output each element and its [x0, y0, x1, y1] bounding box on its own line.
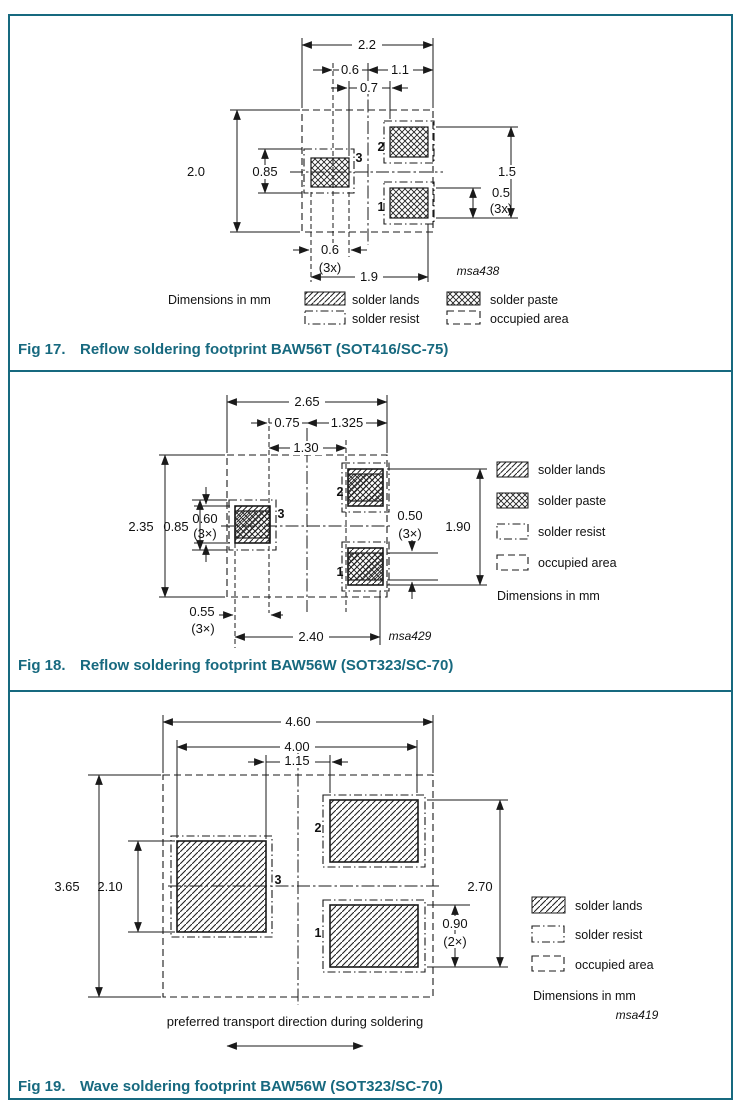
fig18-dimensions	[128, 394, 487, 645]
fig19-legend-occupied-area-label: occupied area	[575, 958, 654, 972]
fig19-dim-pads-outer-span: 2.70	[467, 879, 493, 894]
fig17-solder-paste-pad2	[390, 127, 428, 157]
fig19-caption	[18, 1078, 443, 1095]
fig18-solder-paste-pad1	[348, 553, 383, 580]
fig17-legend-solder-resist-swatch	[305, 311, 345, 324]
fig19-legend-solder-resist-label: solder resist	[575, 928, 643, 942]
fig17-legend-solder-lands-swatch	[305, 292, 345, 305]
fig19-caption-text: Wave soldering footprint BAW56W (SOT323/SC-70)	[80, 1078, 443, 1095]
fig18-pad2-number: 2	[336, 485, 344, 499]
fig17-dim-pad-width: 0.6	[320, 242, 340, 257]
fig18-dim-land-width: 0.55	[189, 604, 215, 619]
fig17-legend-solder-lands-label: solder lands	[352, 293, 420, 307]
fig18-pad3-number: 3	[277, 507, 285, 521]
fig19-legend-solder-lands-swatch	[532, 897, 565, 913]
fig17-dimensions-note: Dimensions in mm	[168, 293, 271, 307]
fig18-dim-occupied-height: 2.35	[128, 519, 154, 534]
fig18-legend-solder-lands-label: solder lands	[538, 463, 606, 477]
fig17-dim-pad-height: 0.5	[491, 185, 511, 200]
fig18-dim-lands-span: 2.40	[298, 629, 324, 644]
fig19-dim-lands-span: 4.00	[284, 739, 310, 754]
fig19-legend-solder-resist-swatch	[532, 926, 564, 942]
fig19-dim-occupied-height: 3.65	[54, 879, 80, 894]
fig17-solder-paste-pad3	[311, 158, 349, 187]
fig18-reflow-footprint-drawing	[8, 372, 733, 654]
fig17-dim-pad-width-count: (3x)	[318, 260, 342, 275]
fig18-dim-paste-height: 0.50	[397, 508, 423, 523]
fig19-dim-land3-height: 2.10	[97, 879, 123, 894]
fig18-solder-paste-pad3	[235, 511, 270, 538]
fig18-dim-pads-outer-span: 1.90	[445, 519, 471, 534]
fig18-drawing-code: msa429	[388, 629, 432, 643]
fig18-caption	[18, 657, 453, 674]
fig17-legend-solder-paste-swatch	[447, 292, 480, 305]
fig19-dim-pad-height: 0.90	[442, 916, 468, 931]
fig18-solder-paste-pad2	[348, 474, 383, 501]
fig17-legend	[168, 292, 569, 326]
fig18-legend-solder-resist-swatch	[497, 524, 528, 539]
fig18-dim-resist-height: 0.85	[163, 519, 189, 534]
fig17-dim-center-to-edge: 1.1	[390, 62, 410, 77]
fig18-dim-land-width-count: (3×)	[191, 621, 215, 636]
fig18-legend-occupied-area-swatch	[497, 555, 528, 570]
fig18-dim-center-offset: 0.75	[274, 415, 300, 430]
fig18-legend-occupied-area-label: occupied area	[538, 556, 617, 570]
fig17-pad2-number: 2	[377, 140, 385, 154]
fig19-dim-pad-height-count: (2×)	[443, 934, 467, 949]
fig17-legend-solder-paste-label: solder paste	[490, 293, 559, 307]
fig17-dim-occupied-width: 2.2	[357, 37, 377, 52]
fig18-legend-solder-paste-swatch	[497, 493, 528, 508]
fig19-drawing-code: msa419	[615, 1008, 659, 1022]
fig19-outlines	[163, 752, 440, 1005]
fig18-dim-land-height-count: (3×)	[193, 526, 217, 541]
fig19-dim-pad-gap: 1.15	[284, 753, 310, 768]
fig19-solder-land-pad3	[177, 841, 266, 932]
fig17-dim-center-offset: 0.6	[340, 62, 360, 77]
fig17-solder-paste-pad1	[390, 188, 428, 218]
fig19-dimensions-note: Dimensions in mm	[533, 989, 636, 1003]
fig17-dim-pads-outer-span: 1.5	[497, 164, 517, 179]
fig19-legend	[532, 897, 659, 1022]
fig19-legend-occupied-area-swatch	[532, 956, 564, 971]
fig17-legend-solder-resist-label: solder resist	[352, 312, 420, 326]
fig17-caption-number: Fig 17.	[18, 341, 66, 358]
fig19-dim-occupied-width: 4.60	[285, 714, 311, 729]
fig17-dim-lands-span: 1.9	[359, 269, 379, 284]
fig17-drawing-code: msa438	[456, 264, 500, 278]
fig17-pad1-number: 1	[377, 200, 385, 214]
fig17-caption	[18, 341, 448, 358]
fig18-dim-center-to-edge: 1.325	[330, 415, 364, 430]
fig19-pad3-number: 3	[274, 873, 282, 887]
panel-separator-1	[8, 370, 733, 372]
fig18-dim-occupied-width: 2.65	[294, 394, 320, 409]
fig17-reflow-footprint-drawing	[8, 14, 733, 340]
fig17-legend-occupied-area-swatch	[447, 311, 480, 324]
fig19-pad1-number: 1	[314, 926, 322, 940]
fig19-transport-direction	[167, 1014, 424, 1046]
fig17-dimensions	[187, 37, 520, 284]
fig19-solder-land-pad2	[330, 800, 418, 862]
fig18-legend-solder-lands-swatch	[497, 462, 528, 477]
fig19-legend-solder-lands-label: solder lands	[575, 899, 643, 913]
fig18-dim-land-height: 0.60	[192, 511, 218, 526]
fig19-dimensions	[54, 714, 508, 997]
fig17-dim-pad-height-count: (3x)	[489, 201, 513, 216]
fig19-pad2-number: 2	[314, 821, 322, 835]
fig18-dim-pad-gap: 1.30	[293, 440, 319, 455]
fig18-caption-number: Fig 18.	[18, 657, 66, 674]
fig19-solder-land-pad1	[330, 905, 418, 967]
fig18-dimensions-note: Dimensions in mm	[497, 589, 600, 603]
fig18-legend	[497, 462, 617, 603]
fig17-dim-pad-gap: 0.7	[359, 80, 379, 95]
fig18-pad1-number: 1	[336, 565, 344, 579]
fig18-caption-text: Reflow soldering footprint BAW56W (SOT323/SC-70)	[80, 657, 454, 674]
fig18-legend-solder-paste-label: solder paste	[538, 494, 607, 508]
fig17-dim-resist-height: 0.85	[252, 164, 278, 179]
fig17-caption-text: Reflow soldering footprint BAW56T (SOT416/SC-75)	[80, 341, 449, 358]
fig19-wave-footprint-drawing	[8, 693, 733, 1076]
fig18-legend-solder-resist-label: solder resist	[538, 525, 606, 539]
fig18-dim-paste-height-count: (3×)	[398, 526, 422, 541]
fig17-dim-occupied-height: 2.0	[186, 164, 206, 179]
fig19-caption-number: Fig 19.	[18, 1078, 66, 1095]
fig17-pad3-number: 3	[355, 151, 363, 165]
panel-separator-2	[8, 690, 733, 692]
fig19-transport-note: preferred transport direction during soldering	[166, 1014, 424, 1029]
fig17-legend-occupied-area-label: occupied area	[490, 312, 569, 326]
